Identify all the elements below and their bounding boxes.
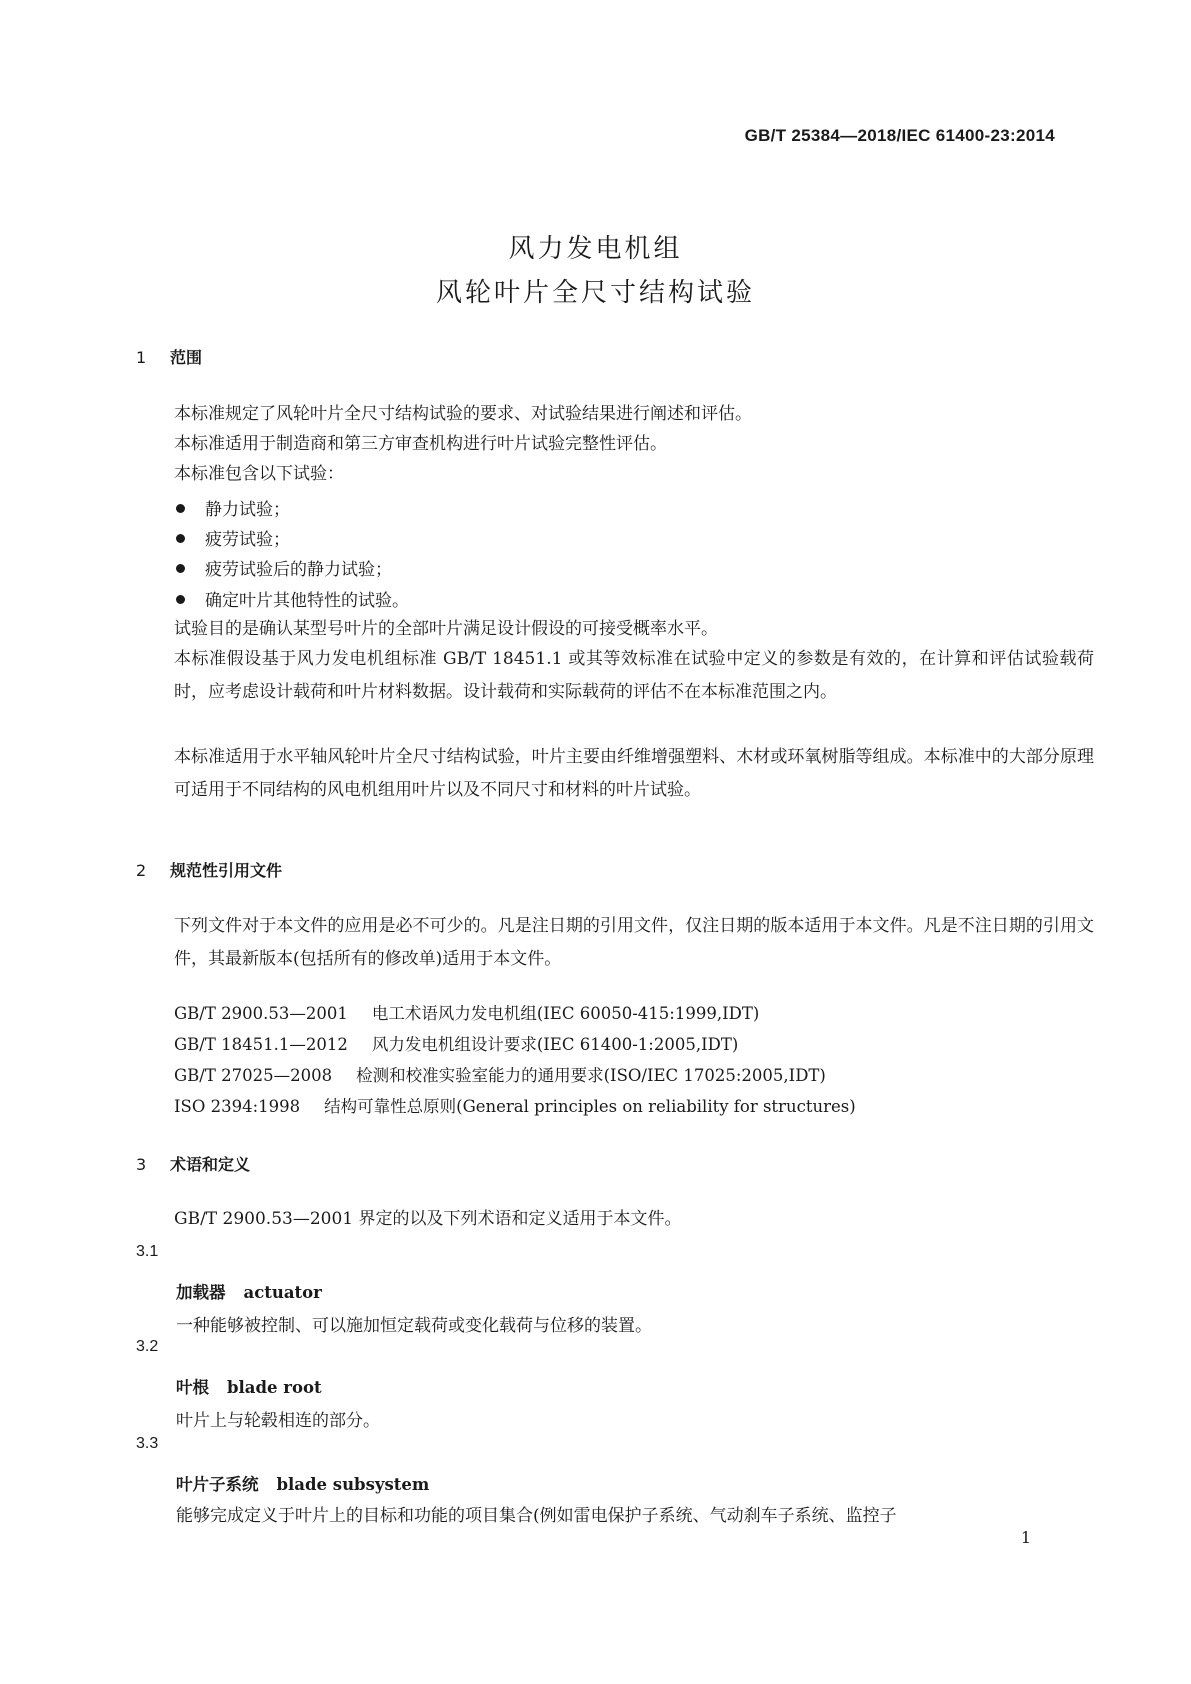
term-english: actuator <box>243 1283 322 1302</box>
list-item: 疲劳试验后的静力试验； <box>176 555 392 580</box>
section-title: 规范性引用文件 <box>170 861 283 880</box>
reference-title: 风力发电机组设计要求(IEC 61400-1:2005,IDT) <box>371 1035 739 1054</box>
term-definition: 能够完成定义于叶片上的目标和功能的项目集合(例如雷电保护子系统、气动刹车子系统、监控子 <box>176 1506 897 1526</box>
document-title-line1: 风力发电机组 <box>508 234 683 264</box>
section-1-paragraph: 本标准包含以下试验： <box>174 464 344 484</box>
term-number: 3.3 <box>136 1435 159 1452</box>
section-number: 3 <box>136 1155 147 1174</box>
section-title: 范围 <box>170 348 203 367</box>
section-1-heading <box>136 345 202 368</box>
section-1-paragraph: 本标准规定了风轮叶片全尺寸结构试验的要求、对试验结果进行阐述和评估。 <box>174 404 752 424</box>
term-heading <box>176 1471 429 1495</box>
reference-code: GB/T 18451.1—2012 <box>174 1035 348 1054</box>
reference-title: 结构可靠性总原则(General principles on reliability for structures) <box>324 1097 856 1116</box>
document-title-line2: 风轮叶片全尺寸结构试验 <box>435 278 755 308</box>
section-number: 2 <box>136 861 147 880</box>
list-item: 疲劳试验； <box>176 525 290 550</box>
section-1-paragraph: 试验目的是确认某型号叶片的全部叶片满足设计假设的可接受概率水平。 <box>174 619 718 639</box>
term-english: blade subsystem <box>276 1475 430 1494</box>
reference-item <box>174 1031 738 1055</box>
term-number: 3.1 <box>136 1243 159 1260</box>
list-item: 确定叶片其他特性的试验。 <box>176 586 409 611</box>
reference-code: GB/T 27025—2008 <box>174 1066 333 1085</box>
term-chinese: 叶片子系统 <box>176 1475 259 1494</box>
section-3-heading <box>136 1152 250 1175</box>
bullet-icon <box>176 564 185 573</box>
reference-code: GB/T 2900.53—2001 <box>174 1004 348 1023</box>
term-heading <box>176 1374 322 1398</box>
reference-title: 电工术语风力发电机组(IEC 60050-415:1999,IDT) <box>371 1004 760 1023</box>
section-2-heading <box>136 858 282 881</box>
bullet-icon <box>176 534 185 543</box>
reference-item <box>174 1093 856 1117</box>
reference-code: ISO 2394:1998 <box>174 1097 301 1116</box>
term-chinese: 叶根 <box>176 1378 209 1397</box>
reference-item <box>174 1000 759 1024</box>
section-1-paragraph: 本标准适用于水平轴风轮叶片全尺寸结构试验，叶片主要由纤维增强塑料、木材或环氧树脂等组成。本标准中的大部分原理可适用于不同结构的风电机组用叶片以及不同尺寸和材料的叶片试验。 <box>174 747 1094 800</box>
term-heading <box>176 1279 322 1303</box>
bullet-icon <box>176 504 185 513</box>
section-2-paragraph: 下列文件对于本文件的应用是必不可少的。凡是注日期的引用文件，仅注日期的版本适用于本文件。凡是不注日期的引用文件，其最新版本(包括所有的修改单)适用于本文件。 <box>174 916 1094 969</box>
reference-title: 检测和校准实验室能力的通用要求(ISO/IEC 17025:2005,IDT) <box>356 1066 826 1085</box>
term-chinese: 加载器 <box>176 1283 226 1302</box>
section-title: 术语和定义 <box>170 1155 251 1174</box>
section-number: 1 <box>136 348 147 367</box>
term-definition: 叶片上与轮毂相连的部分。 <box>176 1411 380 1431</box>
page-number: 1 <box>1020 1528 1031 1547</box>
section-3-paragraph: GB/T 2900.53—2001 界定的以及下列术语和定义适用于本文件。 <box>174 1209 682 1229</box>
section-1-paragraph: 本标准适用于制造商和第三方审查机构进行叶片试验完整性评估。 <box>174 434 667 454</box>
standard-code: GB/T 25384—2018/IEC 61400-23:2014 <box>744 126 1055 145</box>
term-definition: 一种能够被控制、可以施加恒定载荷或变化载荷与位移的装置。 <box>176 1316 652 1336</box>
list-item: 静力试验； <box>176 495 290 520</box>
bullet-icon <box>176 595 185 604</box>
term-number: 3.2 <box>136 1338 159 1355</box>
section-1-paragraph: 本标准假设基于风力发电机组标准 GB/T 18451.1 或其等效标准在试验中定义的参数是有效的，在计算和评估试验载荷时，应考虑设计载荷和叶片材料数据。设计载荷和实际载荷的评估不在本标准范围之内。 <box>174 649 1094 702</box>
term-english: blade root <box>227 1378 322 1397</box>
reference-item <box>174 1062 826 1086</box>
